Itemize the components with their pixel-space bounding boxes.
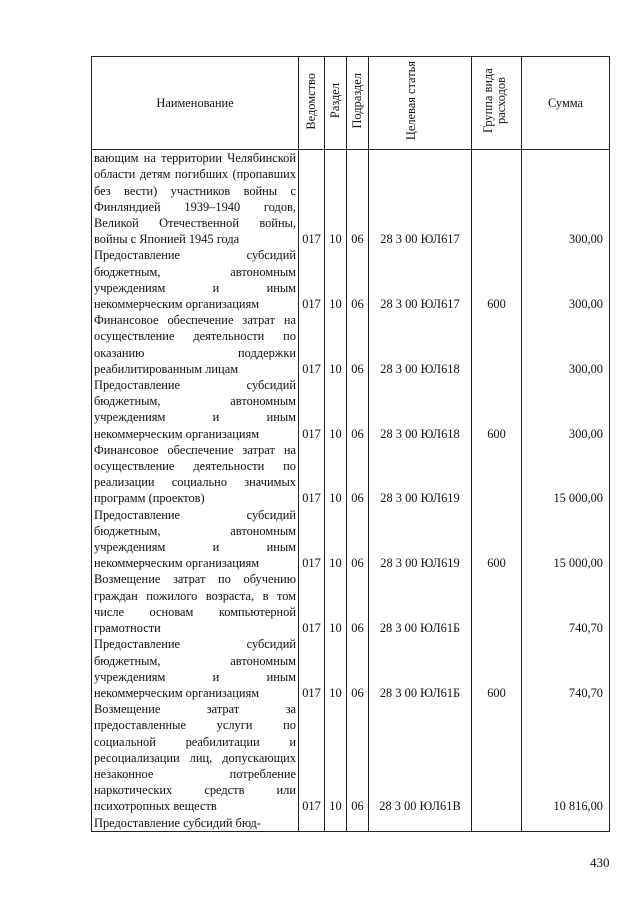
row-dept xyxy=(299,815,325,832)
row-sum: 10 816,00 xyxy=(522,701,610,814)
row-dept: 017 xyxy=(299,636,325,701)
row-section: 10 xyxy=(325,247,347,312)
row-subsection: 06 xyxy=(347,247,369,312)
table-row xyxy=(92,442,610,507)
header-section: Раздел xyxy=(325,57,347,150)
table-row xyxy=(92,507,610,572)
row-target: 28 3 00 ЮЛ61В xyxy=(369,701,472,814)
row-subsection: 06 xyxy=(347,312,369,377)
row-dept: 017 xyxy=(299,442,325,507)
row-group xyxy=(472,442,522,507)
table-row xyxy=(92,701,610,814)
row-section: 10 xyxy=(325,377,347,442)
row-sum: 300,00 xyxy=(522,377,610,442)
row-dept: 017 xyxy=(299,247,325,312)
row-target: 28 3 00 ЮЛ61Б xyxy=(369,636,472,701)
row-subsection: 06 xyxy=(347,507,369,572)
row-name: Предоставление субсидий бюд- xyxy=(92,815,299,832)
row-section: 10 xyxy=(325,150,347,248)
row-dept: 017 xyxy=(299,150,325,248)
row-subsection: 06 xyxy=(347,701,369,814)
row-target: 28 3 00 ЮЛ617 xyxy=(369,150,472,248)
row-subsection: 06 xyxy=(347,377,369,442)
row-sum: 300,00 xyxy=(522,150,610,248)
row-sum: 300,00 xyxy=(522,247,610,312)
table-row xyxy=(92,636,610,701)
row-section: 10 xyxy=(325,571,347,636)
row-sum: 740,70 xyxy=(522,571,610,636)
row-name: вающим на территории Челябинской области детям погибших (пропавших без вести) участников войны с Финляндией 1939–1940 годов, Великой Отечественной войны, войны с Японией 1945 года xyxy=(92,150,299,248)
row-group xyxy=(472,571,522,636)
row-section: 10 xyxy=(325,312,347,377)
row-dept: 017 xyxy=(299,507,325,572)
row-target: 28 3 00 ЮЛ619 xyxy=(369,507,472,572)
row-group: 600 xyxy=(472,247,522,312)
row-name: Финансовое обеспечение затрат на осуществление деятельности по оказанию поддержки реабилитированным лицам xyxy=(92,312,299,377)
row-group: 600 xyxy=(472,377,522,442)
row-dept: 017 xyxy=(299,377,325,442)
table-row xyxy=(92,312,610,377)
table-row xyxy=(92,815,610,832)
row-sum: 300,00 xyxy=(522,312,610,377)
row-section: 10 xyxy=(325,507,347,572)
row-group xyxy=(472,312,522,377)
row-name: Предоставление субсидий бюджетным, автономным учреждениям и иным некоммерческим организациям xyxy=(92,507,299,572)
header-group: Группа вида расходов xyxy=(472,57,522,150)
row-dept: 017 xyxy=(299,312,325,377)
table-header-row xyxy=(92,57,610,150)
row-sum xyxy=(522,815,610,832)
row-name: Возмещение затрат за предоставленные услуги по социальной реабилитации и ресоциализации лиц, допускающих незаконное потребление наркотических средств или психотропных веществ xyxy=(92,701,299,814)
row-section: 10 xyxy=(325,636,347,701)
row-target: 28 3 00 ЮЛ61Б xyxy=(369,571,472,636)
row-sum: 15 000,00 xyxy=(522,507,610,572)
row-section xyxy=(325,815,347,832)
row-name: Возмещение затрат по обучению граждан пожилого возраста, в том числе основам компьютерной грамотности xyxy=(92,571,299,636)
row-name: Предоставление субсидий бюджетным, автономным учреждениям и иным некоммерческим организациям xyxy=(92,636,299,701)
row-group: 600 xyxy=(472,507,522,572)
row-name: Предоставление субсидий бюджетным, автономным учреждениям и иным некоммерческим организациям xyxy=(92,247,299,312)
row-target: 28 3 00 ЮЛ618 xyxy=(369,377,472,442)
row-section: 10 xyxy=(325,442,347,507)
row-subsection: 06 xyxy=(347,636,369,701)
table-row xyxy=(92,247,610,312)
row-group xyxy=(472,815,522,832)
row-name: Финансовое обеспечение затрат на осуществление деятельности по реализации социально значимых программ (проектов) xyxy=(92,442,299,507)
header-dept: Ведомство xyxy=(299,57,325,150)
row-section: 10 xyxy=(325,701,347,814)
header-sum: Сумма xyxy=(522,57,610,150)
header-name: Наименование xyxy=(92,57,299,150)
row-subsection: 06 xyxy=(347,442,369,507)
row-subsection xyxy=(347,815,369,832)
row-group: 600 xyxy=(472,636,522,701)
budget-table xyxy=(91,56,610,832)
table-row xyxy=(92,571,610,636)
row-dept: 017 xyxy=(299,571,325,636)
row-sum: 740,70 xyxy=(522,636,610,701)
row-target: 28 3 00 ЮЛ619 xyxy=(369,442,472,507)
page-number: 430 xyxy=(590,855,610,870)
row-subsection: 06 xyxy=(347,150,369,248)
table-row xyxy=(92,377,610,442)
row-name: Предоставление субсидий бюджетным, автономным учреждениям и иным некоммерческим организациям xyxy=(92,377,299,442)
row-target: 28 3 00 ЮЛ617 xyxy=(369,247,472,312)
row-dept: 017 xyxy=(299,701,325,814)
table-row xyxy=(92,150,610,248)
header-target: Целевая статья xyxy=(369,57,472,150)
row-sum: 15 000,00 xyxy=(522,442,610,507)
row-subsection: 06 xyxy=(347,571,369,636)
header-subsection: Подраздел xyxy=(347,57,369,150)
row-target xyxy=(369,815,472,832)
row-target: 28 3 00 ЮЛ618 xyxy=(369,312,472,377)
row-group xyxy=(472,150,522,248)
row-group xyxy=(472,701,522,814)
